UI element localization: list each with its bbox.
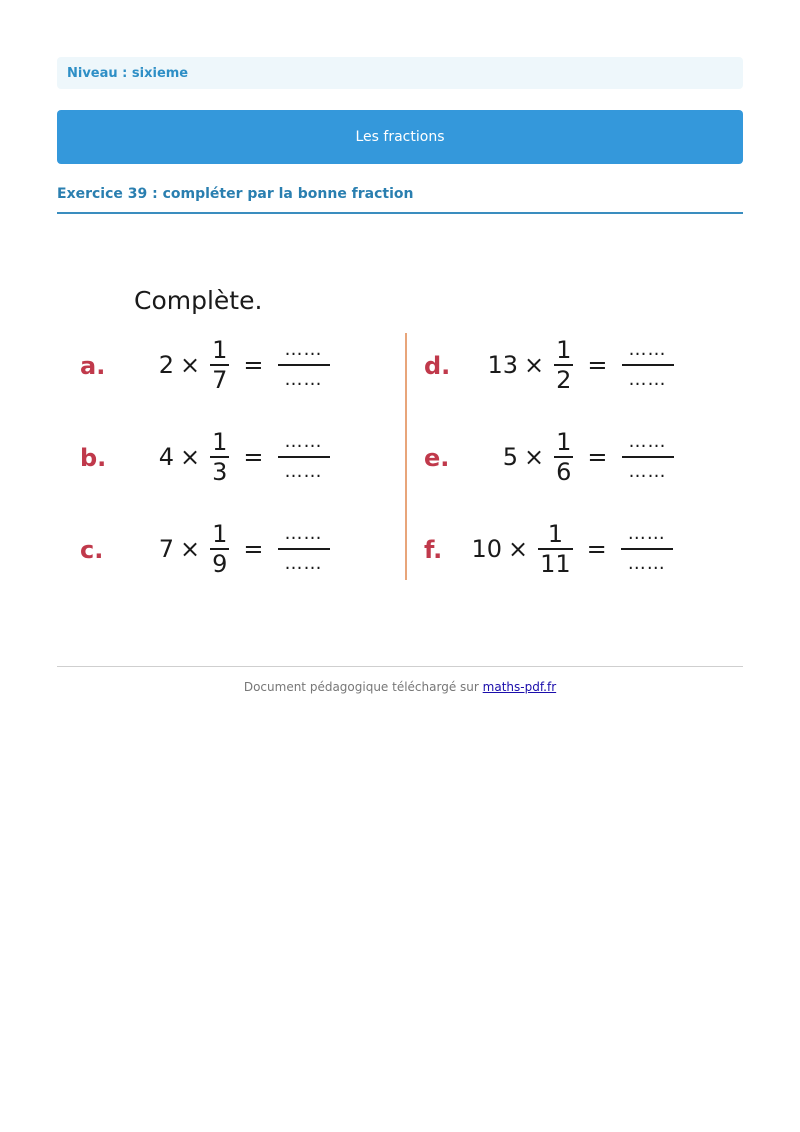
exercise-title: Exercice 39 : compléter par la bonne fraction <box>57 186 414 202</box>
item-expression <box>470 514 673 584</box>
item-expression <box>158 330 330 400</box>
answer-denominator-blank: …… <box>627 552 666 574</box>
equals-sign: = <box>243 443 264 471</box>
item-fraction <box>210 520 229 578</box>
fraction-numerator: 1 <box>212 336 228 364</box>
item-fraction <box>210 428 229 486</box>
answer-numerator-blank: …… <box>284 339 323 361</box>
equals-sign: = <box>243 351 264 379</box>
item-letter: c. <box>80 536 104 564</box>
fraction-denominator: 7 <box>212 366 228 394</box>
item-expression <box>158 514 330 584</box>
footer-divider <box>57 666 743 667</box>
fraction-numerator: 1 <box>212 520 228 548</box>
exercise-item-a <box>80 330 380 400</box>
exercise-instruction: Complète. <box>134 286 263 315</box>
item-fraction <box>554 336 573 394</box>
item-letter: e. <box>424 444 450 472</box>
item-letter: a. <box>80 352 106 380</box>
exercise-item-b <box>80 422 380 492</box>
answer-fraction-bar <box>621 548 673 550</box>
answer-fraction-bar <box>278 456 330 458</box>
answer-numerator-blank: …… <box>628 431 667 453</box>
answer-fraction-bar <box>622 456 674 458</box>
item-whole-number: 10 <box>471 535 502 563</box>
answer-blank-fraction[interactable] <box>278 338 330 392</box>
equals-sign: = <box>243 535 264 563</box>
answer-fraction-bar <box>278 548 330 550</box>
answer-numerator-blank: …… <box>627 523 666 545</box>
fraction-numerator: 1 <box>556 428 572 456</box>
answer-denominator-blank: …… <box>628 368 667 390</box>
answer-denominator-blank: …… <box>284 552 323 574</box>
page-title: Les fractions <box>355 129 445 145</box>
answer-blank-fraction[interactable] <box>278 522 330 576</box>
answer-fraction-bar <box>622 364 674 366</box>
answer-denominator-blank: …… <box>628 460 667 482</box>
answer-blank-fraction[interactable] <box>622 430 674 484</box>
item-fraction <box>210 336 229 394</box>
answer-blank-fraction[interactable] <box>621 522 673 576</box>
answer-denominator-blank: …… <box>284 368 323 390</box>
answer-fraction-bar <box>278 364 330 366</box>
item-expression <box>486 422 674 492</box>
exercise-item-c <box>80 514 380 584</box>
exercise-item-d <box>424 330 724 400</box>
fraction-denominator: 2 <box>556 366 572 394</box>
level-banner <box>57 57 743 89</box>
answer-numerator-blank: …… <box>628 339 667 361</box>
item-fraction <box>554 428 573 486</box>
times-sign: × <box>180 351 201 379</box>
item-whole-number: 4 <box>158 443 174 471</box>
answer-numerator-blank: …… <box>284 431 323 453</box>
fraction-numerator: 1 <box>556 336 572 364</box>
item-letter: b. <box>80 444 107 472</box>
equals-sign: = <box>586 535 607 563</box>
column-divider <box>405 333 407 580</box>
exercise-item-f <box>424 514 724 584</box>
item-letter: d. <box>424 352 451 380</box>
answer-blank-fraction[interactable] <box>622 338 674 392</box>
equals-sign: = <box>587 351 608 379</box>
item-whole-number: 7 <box>158 535 174 563</box>
times-sign: × <box>180 535 201 563</box>
answer-blank-fraction[interactable] <box>278 430 330 484</box>
answer-denominator-blank: …… <box>284 460 323 482</box>
exercise-title-underline <box>57 212 743 214</box>
times-sign: × <box>180 443 201 471</box>
times-sign: × <box>524 351 545 379</box>
footer <box>0 680 800 694</box>
answer-numerator-blank: …… <box>284 523 323 545</box>
times-sign: × <box>524 443 545 471</box>
page-title-banner <box>57 110 743 164</box>
item-expression <box>158 422 330 492</box>
equals-sign: = <box>587 443 608 471</box>
fraction-numerator: 1 <box>212 428 228 456</box>
item-fraction <box>538 520 573 578</box>
item-whole-number: 2 <box>158 351 174 379</box>
item-whole-number: 5 <box>502 443 518 471</box>
fraction-denominator: 6 <box>556 458 572 486</box>
item-expression <box>486 330 674 400</box>
times-sign: × <box>508 535 529 563</box>
fraction-denominator: 3 <box>212 458 228 486</box>
item-letter: f. <box>424 536 443 564</box>
fraction-numerator: 1 <box>547 520 564 548</box>
level-label: Niveau : sixieme <box>67 65 189 81</box>
footer-text: Document pédagogique téléchargé sur <box>243 680 479 694</box>
item-whole-number: 13 <box>487 351 518 379</box>
exercise-item-e <box>424 422 724 492</box>
fraction-denominator: 11 <box>540 550 571 578</box>
footer-link[interactable]: maths-pdf.fr <box>482 680 557 694</box>
fraction-denominator: 9 <box>212 550 228 578</box>
